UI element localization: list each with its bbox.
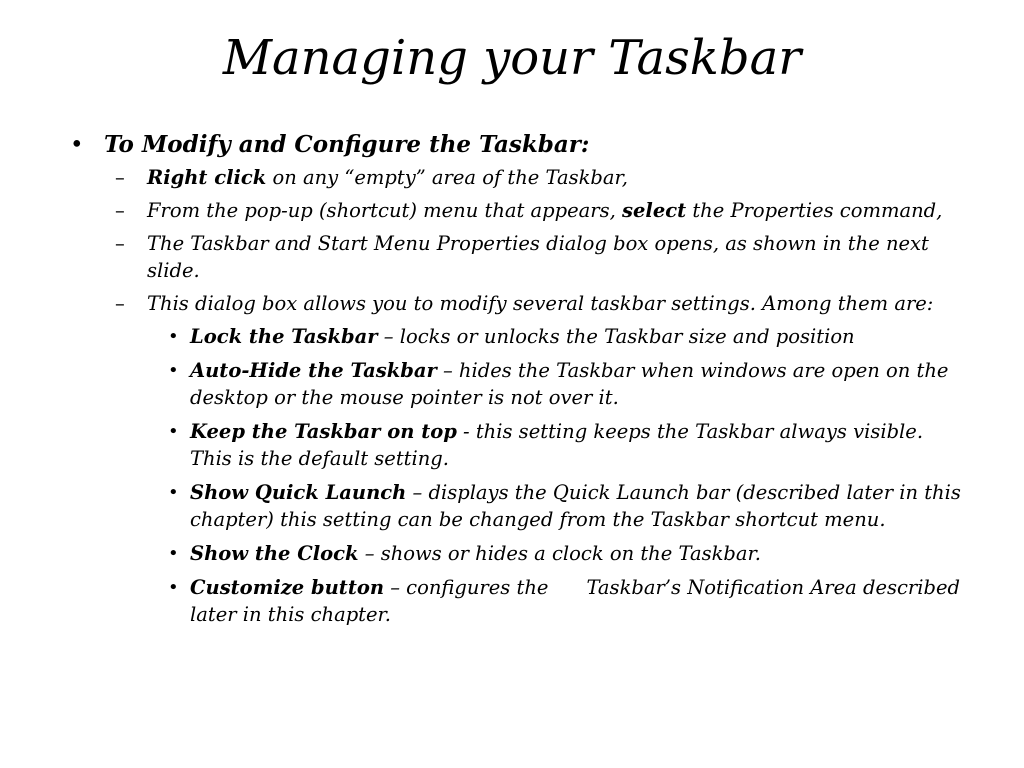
setting-name: Show the Clock (190, 542, 359, 565)
bullet-marker: • (168, 482, 179, 503)
setting-description: – locks or unlocks the Taskbar size and position (377, 325, 855, 348)
dash-marker: – (115, 199, 125, 222)
sub-bullet-text: This dialog box allows you to modify several taskbar settings. Among them are: (147, 292, 934, 315)
sub-bullet-text: on any “empty” area of the Taskbar, (266, 166, 628, 189)
dash-marker: – (115, 232, 125, 255)
sub-bullet-select-properties (115, 197, 970, 224)
setting-name: Lock the Taskbar (190, 325, 378, 348)
dash-marker: – (115, 166, 125, 189)
setting-name: Keep the Taskbar on top (190, 420, 457, 443)
emphasis-text: select (622, 199, 687, 222)
setting-auto-hide (168, 357, 970, 411)
bullet-marker: • (168, 360, 179, 381)
setting-description: – configures the (384, 576, 549, 599)
setting-lock-taskbar (168, 323, 970, 350)
slide-content (70, 130, 970, 635)
bullet-marker: • (70, 132, 84, 158)
setting-name: Auto-Hide the Taskbar (190, 359, 437, 382)
slide-title: Managing your Taskbar (222, 30, 802, 86)
setting-description: – displays the Quick Launch bar (described later in this chapter) this setting can be changed from the Taskbar shortcut menu. (190, 481, 961, 531)
sub-bullet-text: the Properties command, (686, 199, 943, 222)
sub-bullet-text: From the pop-up (shortcut) menu that appears, (147, 199, 623, 222)
sub-bullet-text: The Taskbar and Start Menu Properties dialog box opens, as shown in the next slide. (147, 232, 929, 282)
setting-customize-button (168, 574, 970, 628)
sub-bullet-right-click (115, 164, 970, 191)
bullet-marker: • (168, 326, 179, 347)
dash-marker: – (115, 292, 125, 315)
main-bullet (70, 130, 970, 160)
bullet-marker: • (168, 421, 179, 442)
bullet-marker: • (168, 543, 179, 564)
setting-description: - this setting keeps the Taskbar always visible. This is the default setting. (190, 420, 924, 470)
main-bullet-text: To Modify and Configure the Taskbar: (104, 131, 590, 158)
setting-name: Customize button (190, 576, 385, 599)
setting-description: – hides the Taskbar when windows are open on the desktop or the mouse pointer is not over it. (190, 359, 949, 409)
sub-bullet-dialog-opens (115, 230, 970, 284)
setting-keep-on-top (168, 418, 970, 472)
setting-show-clock (168, 540, 970, 567)
setting-quick-launch (168, 479, 970, 533)
bullet-marker: • (168, 577, 179, 598)
setting-description: – shows or hides a clock on the Taskbar. (358, 542, 761, 565)
sub-bullet-dialog-settings (115, 290, 970, 317)
emphasis-text: Right click (147, 166, 267, 189)
setting-description-continued: Taskbar’s Notification Area described later in this chapter. (190, 576, 960, 626)
setting-name: Show Quick Launch (190, 481, 407, 504)
